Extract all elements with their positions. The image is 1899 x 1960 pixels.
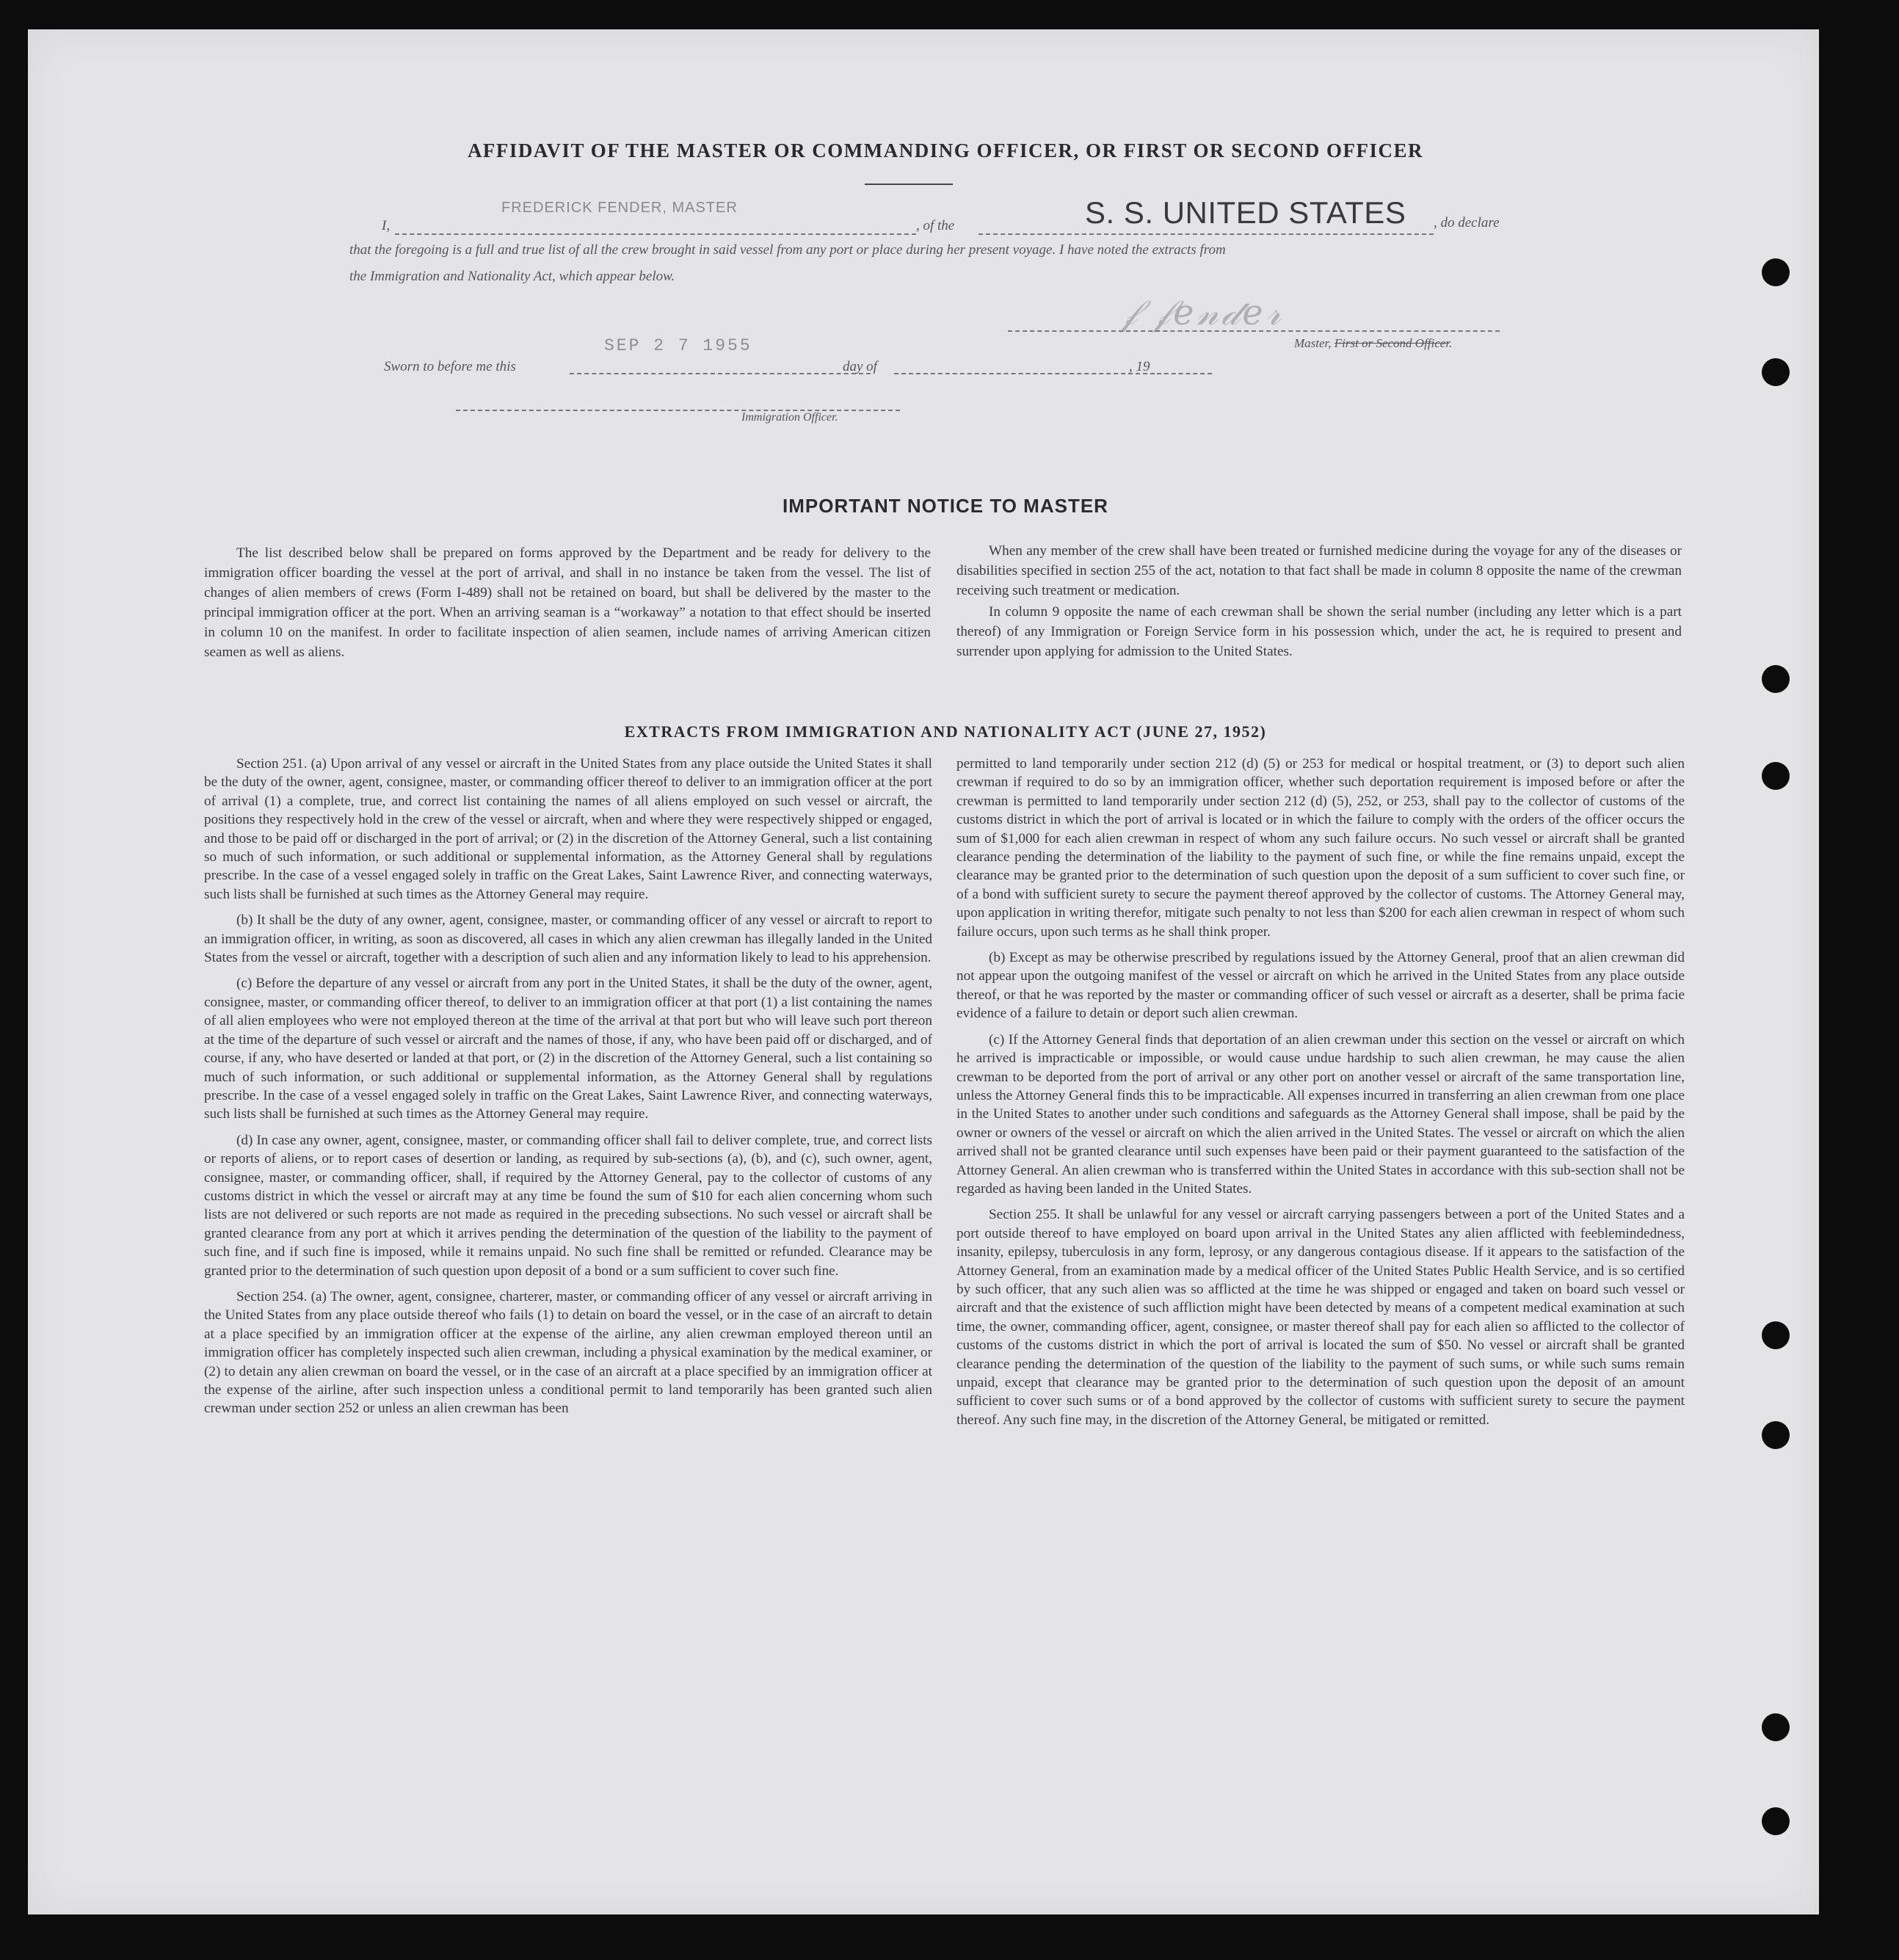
- signature-line: [1008, 330, 1500, 332]
- signature-role: [1294, 336, 1452, 351]
- day-of-label: day of: [843, 359, 877, 374]
- year-label: , 19: [1129, 359, 1150, 374]
- punch-hole: [1762, 762, 1790, 790]
- affidavit-title: AFFIDAVIT OF THE MASTER OR COMMANDING OFFICER, OR FIRST OR SECOND OFFICER: [467, 139, 1424, 161]
- notice-right-p2: In column 9 opposite the name of each crewman shall be shown the serial number (including any letter which is a part thereof) of any Immigration or Foreign Service form in his possession which, under the act, he is required to present and surrender upon applying for admission to the United States.: [956, 604, 1682, 659]
- punch-hole: [1762, 358, 1790, 386]
- sworn-day-line: [570, 373, 871, 374]
- section-254b: (b) Except as may be otherwise prescribed by regulations issued by the Attorney General, proof that an alien crewman did not appear upon the outgoing manifest of the vessel or aircraft on which he arrived in the United States from any place outside thereof, or that he was reported by the master or commanding officer of such vessel or aircraft as a deserter, shall be prima facie evidence of a failure to detain or deport such alien crewman.: [956, 950, 1685, 1022]
- extracts-left-column: [204, 755, 932, 1426]
- declaration-line-2: the Immigration and Nationality Act, which appear below.: [349, 269, 675, 284]
- notice-right-p1: When any member of the crew shall have been treated or furnished medicine during the voyage for any of the diseases or disabilities specified in section 255 of the act, notation to that fact shall be made in column 8 opposite the name of the crewman receiving such treatment or medication.: [956, 543, 1682, 598]
- punch-hole: [1762, 1713, 1790, 1741]
- master-name-line: [395, 233, 916, 235]
- sworn-year-line: [1157, 373, 1212, 374]
- section-254a-continued: permitted to land temporarily under section 212 (d) (5) or 253 for medical or hospital treatment, or (3) to deport such alien crewman if required to do so by an immigration officer, whether such deportation requirement is imposed before or after the crewman is permitted to land temporarily under section 212 (d) (5), 252, or 253, shall pay to the collector of customs of the customs district in which the port of arrival is located or in which the failure to comply with the orders of the officer occurs the sum of $1,000 for each alien crewman in respect of whom any such failure occurs. No such vessel or aircraft shall be granted clearance pending the determination of the liability to the payment of such fine, or while the fine remains unpaid, except the clearance may be granted prior to the determination of such question upon the deposit of a sum sufficient to cover such fine, or of a bond with sufficient surety to secure the payment thereof approved by the collector of customs. The Attorney General may, upon application in writing therefor, mitigate such penalty to not less than $200 for each alien crewman in respect of whom such failure occurs, upon such terms as he shall think proper.: [956, 756, 1685, 940]
- declaration-line-1: that the foregoing is a full and true list of all the crew brought in said vessel from any port or place during her present voyage. I have noted the extracts from: [349, 242, 1226, 258]
- form-page: [28, 29, 1819, 1914]
- notice-right: [956, 541, 1682, 663]
- master-name: FREDERICK FENDER, MASTER: [501, 200, 738, 216]
- role-struck: First or Second Officer: [1334, 336, 1450, 350]
- notice-left: [204, 543, 931, 664]
- section-254c: (c) If the Attorney General finds that deportation of an alien crewman under this section on the vessel or aircraft on which he arrived is impracticable or impossible, or would cause undue hardship to such alien crewman, he may cause the alien crewman to be deported from the port of arrival or any other port on another vessel or aircraft of the same transportation line, unless the Attorney General finds this to be impracticable. All expenses incurred in transferring an alien crewman from one place in the United States to another under such conditions and safeguards as the Attorney General shall impose, shall be paid by the owner or owners of the vessel or aircraft on which the alien arrived in the United States. The vessel or aircraft on which the alien arrived shall not be granted clearance until such expenses have been paid or their payment guaranteed to the satisfaction of the Attorney General. An alien crewman who is transferred within the United States in accordance with this sub-section shall not be regarded as having been landed in the United States.: [956, 1031, 1685, 1197]
- of-the-label: , of the: [916, 218, 955, 233]
- notice-heading: IMPORTANT NOTICE TO MASTER: [783, 495, 1108, 517]
- extracts-right-column: [956, 755, 1685, 1437]
- punch-hole: [1762, 1807, 1790, 1835]
- title-rule: [865, 184, 953, 185]
- officer-label: Immigration Officer.: [741, 411, 838, 424]
- vessel-name: S. S. UNITED STATES: [1085, 195, 1406, 230]
- sworn-label: Sworn to before me this: [384, 359, 516, 374]
- role-master: Master,: [1294, 336, 1332, 350]
- sworn-month-line: [894, 373, 1155, 374]
- punch-hole: [1762, 1321, 1790, 1349]
- master-signature: 𝒻 𝒻𝑒𝓃𝒹𝑒𝓇: [1122, 292, 1284, 333]
- date-stamp: SEP 2 7 1955: [604, 336, 752, 355]
- section-251b: (b) It shall be the duty of any owner, agent, consignee, master, or commanding officer of any vessel or aircraft to report to an immigration officer, in writing, as soon as discovered, all cases in which any alien crewman has illegally landed in the United States from the vessel or aircraft, together with a description of such alien and any information likely to lead to his apprehension.: [204, 912, 932, 966]
- section-251c: (c) Before the departure of any vessel or aircraft from any port in the United States, it shall be the duty of the owner, agent, consignee, master, or commanding officer thereof, to deliver to an immigration officer at that port (1) a list containing the names of all alien employees who were not employed thereon at the time of the arrival at that port but who will leave such port thereon at the time of the departure of such vessel or aircraft and the names of those, if any, who have been paid off or discharged, and of course, if any, who have deserted or landed at that port, or (2) in the discretion of the Attorney General, such a list containing so much of such information, or such additional or supplemental information, as the Attorney General shall by regulations prescribe. In the case of a vessel engaged solely in traffic on the Great Lakes, Saint Lawrence River, and connecting waterways, such lists shall be furnished at such times as the Attorney General may require.: [204, 976, 932, 1122]
- punch-hole: [1762, 665, 1790, 693]
- vessel-name-line: [978, 233, 1434, 235]
- section-251a: Section 251. (a) Upon arrival of any vessel or aircraft in the United States from any place outside the United States it shall be the duty of the owner, agent, consignee, master, or commanding officer thereof to deliver to an immigration officer at the port of arrival (1) a complete, true, and correct list containing the names of all aliens employed on such vessel or aircraft, the positions they respectively hold in the crew of the vessel or aircraft, when and where they were respectively shipped or engaged, and those to be paid off or discharged in the port of arrival; or (2) in the discretion of the Attorney General, such a list containing so much of such information, or such additional or supplemental information, as the Attorney General shall by regulations prescribe. In the case of a vessel engaged solely in traffic on the Great Lakes, Saint Lawrence River, and connecting waterways, such lists shall be furnished at such times as the Attorney General may require.: [204, 756, 932, 902]
- punch-hole: [1762, 1421, 1790, 1449]
- notice-left-text: The list described below shall be prepared on forms approved by the Department and be ready for delivery to the immigration officer boarding the vessel at the port of arrival, and shall in no instance be taken from the vessel. The list of changes of alien members of crews (Form I-489) shall not be retained on board, but shall be delivered by the master to the principal immigration officer at the port. When an arriving seaman is a “workaway” a notation to that effect should be inserted in column 10 on the manifest. In order to facilitate inspection of alien seamen, include names of arriving American citizen seamen as well as aliens.: [204, 545, 931, 660]
- section-251d: (d) In case any owner, agent, consignee, master, or commanding officer shall fail to deliver complete, true, and correct lists or reports of aliens, or to report cases of desertion or landing, as required by sub-sections (a), (b), and (c), such owner, agent, consignee, master, or commanding officer, shall, if required by the Attorney General, pay to the collector of customs of any customs district in which the vessel or aircraft may at any time be found the sum of $10 for each alien concerning whom such lists are not delivered or such reports are not made as required in the preceding subsections. No such vessel or aircraft shall be granted clearance from any port at which it arrives pending the determination of the question of the liability to the payment of such fine, and if such fine is imposed, while it remains unpaid. No such fine shall be remitted or refunded. Clearance may be granted prior to the determination of such question upon deposit of a bond or a sum sufficient to cover such fine.: [204, 1132, 932, 1279]
- extracts-heading: EXTRACTS FROM IMMIGRATION AND NATIONALITY ACT (JUNE 27, 1952): [624, 722, 1267, 741]
- do-declare-label: , do declare: [1434, 215, 1500, 231]
- section-254a: Section 254. (a) The owner, agent, consignee, charterer, master, or commanding officer of any vessel or aircraft arriving in the United States from any place outside thereof who fails (1) to detain on board the vessel, or in the case of an aircraft to detain at a place specified by an immigration officer at the expense of the airline, any alien crewman employed thereon until an immigration officer has completely inspected such alien crewman, including a physical examination by the medical examiner, or (2) to detain any alien crewman on board the vessel, or in the case of an aircraft at a place specified by an immigration officer at the expense of the airline, after such inspection unless a conditional permit to land temporarily has been granted such alien crewman under section 252 or unless an alien crewman has been: [204, 1288, 932, 1417]
- i-label: I,: [382, 218, 391, 233]
- role-suffix: .: [1449, 336, 1453, 350]
- punch-hole: [1762, 258, 1790, 286]
- section-255: Section 255. It shall be unlawful for any vessel or aircraft carrying passengers between a port of the United States and a port outside thereof to have employed on board upon arrival in the United States any alien afflicted with feeblemindedness, insanity, epilepsy, tuberculosis in any form, leprosy, or any dangerous contagious disease. If it appears to the satisfaction of the Attorney General, from an examination made by a medical officer of the United States Public Health Service, and is so certified by such officer, that any such alien was so afflicted at the time he was shipped or engaged and taken on board such vessel or aircraft and that the existence of such affliction might have been detected by means of a competent medical examination at such time, the owner, commanding officer, agent, consignee, or master thereof shall pay for each alien so afflicted to the collector of customs of the customs district in which the port of arrival is located the sum of $50. No vessel or aircraft shall be granted clearance pending the determination of the question of the liability to the payment of such sums, or while such sums remain unpaid, except that clearance may be granted prior to the determination of such question upon the deposit of an amount sufficient to cover such sums or of a bond approved by the collector of customs with sufficient surety to secure the payment thereof. Any such fine may, in the discretion of the Attorney General, be mitigated or remitted.: [956, 1207, 1685, 1428]
